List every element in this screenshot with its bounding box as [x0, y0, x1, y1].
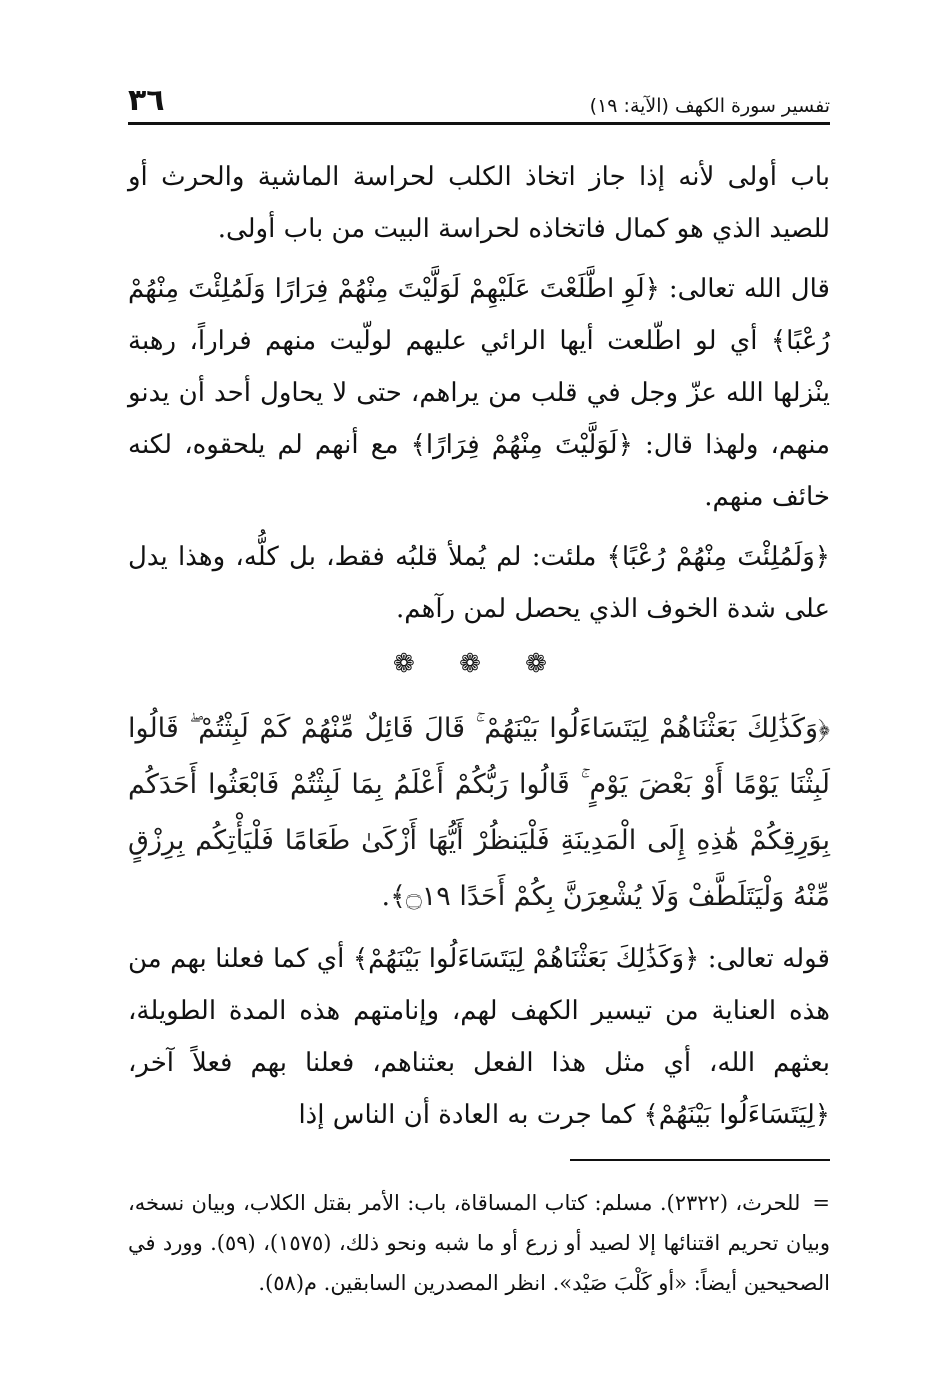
running-title: تفسير سورة الكهف (الآية: ١٩) — [589, 95, 830, 117]
quran-verse: ﴿وَكَذَٰلِكَ بَعَثْنَاهُمْ لِيَتَسَاءَلُوا بَيْنَهُمْ ۚ قَالَ قَائِلٌ مِّنْهُمْ كَمْ لَبِثْتُمْ ۖ قَالُوا لَبِثْنَا يَوْمًا أَوْ بَعْضَ يَوْمٍ ۚ قَالُوا رَبُّكُمْ أَعْلَمُ بِمَا لَبِثْتُمْ فَابْعَثُوا أَحَدَكُم بِوَرِقِكُمْ هَٰذِهِ إِلَى الْمَدِينَةِ فَلْيَنظُرْ أَيُّهَا أَزْكَىٰ طَعَامًا فَلْيَأْتِكُم بِرِزْقٍ مِّنْهُ وَلْيَتَلَطَّفْ وَلَا يُشْعِرَنَّ بِكُمْ أَحَدًا ۝١٩﴾. — [128, 713, 830, 912]
footnotes — [128, 1183, 830, 1303]
section-separator-ornaments: ❁ ❁ ❁ — [393, 649, 565, 679]
page-number: ٣٦ — [128, 83, 165, 118]
book-page — [128, 78, 830, 1318]
paragraph-2: قال الله تعالى: ﴿لَوِ اطَّلَعْتَ عَلَيْهِمْ لَوَلَّيْتَ مِنْهُمْ فِرَارًا وَلَمُلِئْتَ مِنْهُمْ رُعْبًا﴾ أي لو اطّلعت أيها الرائي عليهم لولّيت منهم فراراً، رهبة ينْزلها الله عزّ وجل في قلب من يراهم، حتى لا يحاول أحد أن يدنو منهم، ولهذا قال: ﴿لَوَلَّيْتَ مِنْهُمْ فِرَارًا﴾ مع أنهم لم يلحقوه، لكنه خائف منهم. — [128, 274, 830, 512]
verse-block — [128, 701, 830, 925]
footnote-continuation-marker: = — [812, 1191, 830, 1215]
footnote-divider — [570, 1159, 830, 1161]
paragraph-1: باب أولى لأنه إذا جاز اتخاذ الكلب لحراسة الماشية والحرث أو للصيد الذي هو كمال فاتخاذه لحراسة البيت من باب أولى. — [128, 162, 830, 244]
commentary-paragraph: قوله تعالى: ﴿وَكَذَٰلِكَ بَعَثْنَاهُمْ لِيَتَسَاءَلُوا بَيْنَهُمْ﴾ أي كما فعلنا بهم من هذه العناية من تيسير الكهف لهم، وإنامتهم هذه المدة الطويلة، بعثهم الله، أي مثل هذا الفعل بعثناهم، فعلنا بهم فعلاً آخر، ﴿لِيَتَسَاءَلُوا بَيْنَهُمْ﴾ كما جرت به العادة أن الناس إذا — [128, 944, 830, 1130]
page-header — [128, 78, 830, 125]
paragraph-3: ﴿وَلَمُلِئْتَ مِنْهُمْ رُعْبًا﴾ ملئت: لم يُملأ قلبُه فقط، بل كلُّه، وهذا يدل على شدة الخوف الذي يحصل لمن رآهم. — [128, 542, 830, 624]
footnote-body: للحرث، (٢٣٢٢). مسلم: كتاب المساقاة، باب: الأمر بقتل الكلاب، وبيان نسخه، وبيان تحريم اقتنائها إلا لصيد أو زرع أو ما شبه ونحو ذلك، (١٥٧٥)، (٥٩). وورد في الصحيحين أيضاً: «أو كَلْبَ صَيْد». انظر المصدرين السابقين. م(٥٨). — [128, 1191, 830, 1295]
main-text — [128, 151, 830, 1141]
footnote-text — [128, 1183, 830, 1303]
